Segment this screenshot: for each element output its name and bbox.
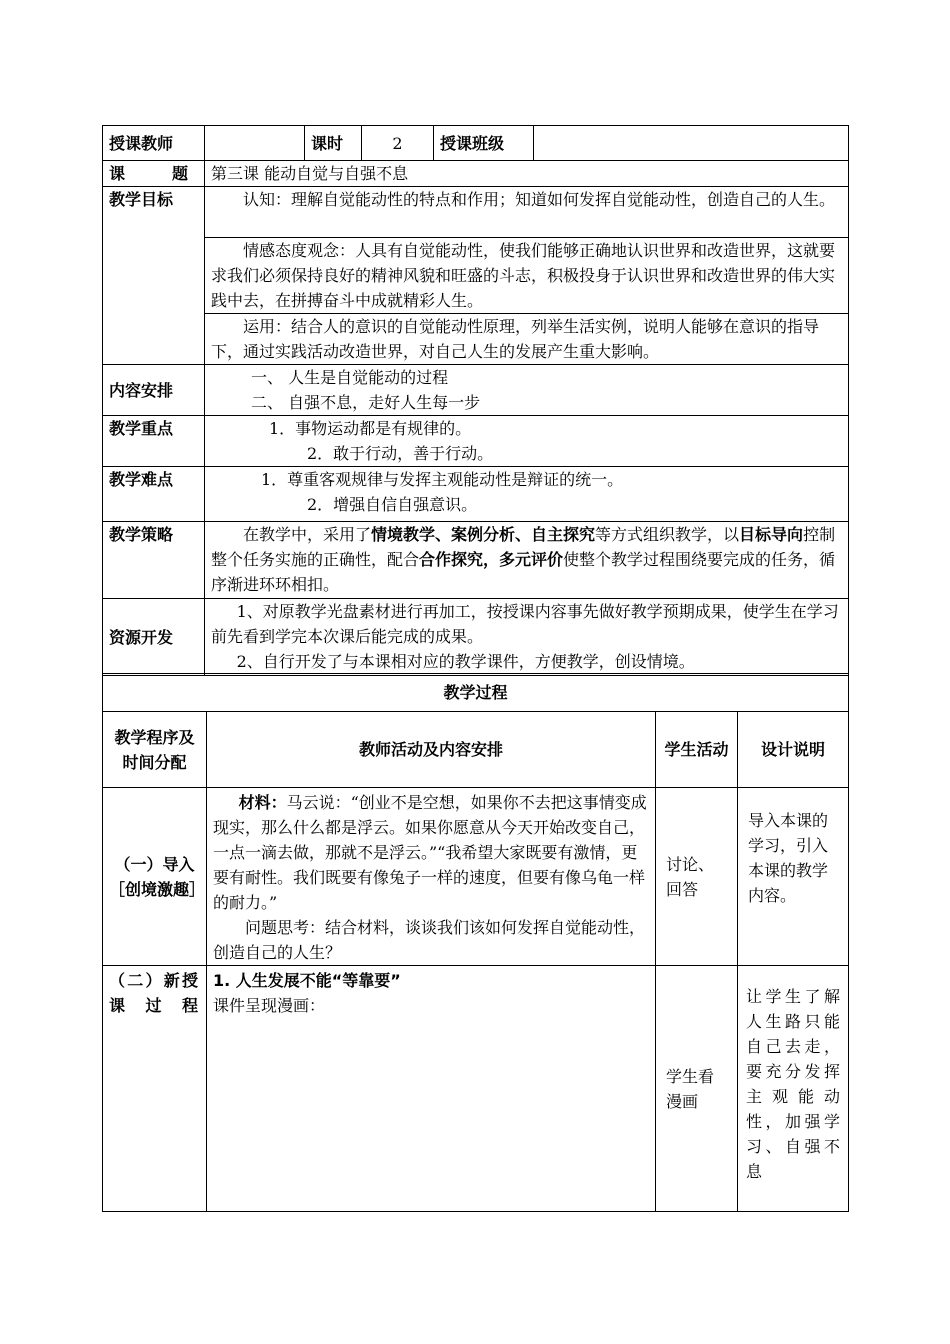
objective-application: 运用：结合人的意识的自觉能动性原理，列举生活实例，说明人能够在意识的指导下，通过实践活动改造世界，对自己人生的发展产生重大影响。 [205, 314, 849, 365]
topic-label: 课 题 [103, 161, 205, 187]
resources-list [205, 599, 849, 676]
process-title: 教学过程 [103, 674, 849, 712]
col-procedure-header: 教学程序及时间分配 [103, 712, 207, 788]
period-value: 2 [362, 126, 434, 161]
strategy-text: 在教学中，采用了情境教学、案例分析、自主探究等方式组织教学，以目标导向控制整个任务实施的正确性，配合合作探究，多元评价使整个教学过程围绕要完成的任务，循序渐进环环相扣。 [205, 522, 849, 599]
content-label: 内容安排 [103, 365, 205, 416]
teacher-value [205, 126, 305, 161]
objective-affective: 情感态度观念：人具有自觉能动性，使我们能够正确地认识世界和改造世界，这就要求我们必须保持良好的精神风貌和旺盛的斗志，积极投身于认识世界和改造世界的伟大实践中去，在拼搏奋斗中成就精彩人生。 [205, 238, 849, 314]
new-lesson-student-activity: 学生看漫画 [656, 966, 738, 1212]
material-text: 马云说：“创业不是空想，如果你不去把这事情变成现实，那么什么都是浮云。如果你愿意从今天开始改变自己，一点一滴去做，那就不是浮云。”“我希望大家既要有激情，更要有耐性。我们既要有像兔子一样的速度，但要有像乌龟一样的耐力。” [213, 793, 647, 912]
intro-material [213, 790, 649, 915]
key-points-list [205, 416, 849, 467]
col-teacher-header: 教师活动及内容安排 [207, 712, 656, 788]
period-label: 课时 [305, 126, 362, 161]
difficulty-item: 1．尊重客观规律与发挥主观能动性是辩证的统一。 [261, 470, 624, 489]
difficulties-label: 教学难点 [103, 467, 205, 522]
col-student-header: 学生活动 [656, 712, 738, 788]
topic-value: 第三课 能动自觉与自强不息 [205, 161, 849, 187]
intro-activity [207, 788, 656, 966]
lesson-info-table [102, 125, 849, 676]
intro-student-activity: 讨论、回答 [656, 788, 738, 966]
section-heading: 1. 人生发展不能“等靠要” [213, 971, 401, 990]
stage-intro: （一）导入［创境激趣］ [103, 788, 207, 966]
col-design-header: 设计说明 [738, 712, 849, 788]
section-text: 课件呈现漫画： [213, 996, 326, 1015]
class-value [534, 126, 849, 161]
new-lesson-activity [207, 966, 656, 1212]
resource-item: 1、对原教学光盘素材进行再加工，按授课内容事先做好教学预期成果，使学生在学习前先看到学完本次课后能完成的成果。 [211, 602, 839, 646]
strategy-label: 教学策略 [103, 522, 205, 599]
intro-question: 问题思考：结合材料，谈谈我们该如何发挥自觉能动性，创造自己的人生？ [213, 918, 646, 962]
intro-design-note: 导入本课的学习，引入本课的教学内容。 [738, 788, 849, 966]
class-label: 授课班级 [434, 126, 534, 161]
teaching-process-table [102, 673, 849, 1212]
material-label: 材料： [238, 793, 287, 812]
content-list [205, 365, 849, 416]
teacher-label: 授课教师 [103, 126, 205, 161]
stage-new-lesson: （二）新授课过程 [103, 966, 207, 1212]
objectives-label: 教学目标 [103, 187, 205, 365]
content-item: 二、 自强不息，走好人生每一步 [251, 393, 481, 412]
key-points-label: 教学重点 [103, 416, 205, 467]
difficulties-list [205, 467, 849, 522]
new-lesson-design-note: 让学生了解人生路只能自己去走，要充分发挥主观能动性，加强学习、自强不息 [738, 966, 849, 1212]
content-item: 一、 人生是自觉能动的过程 [251, 368, 449, 387]
key-point-item: 1．事物运动都是有规律的。 [269, 419, 472, 438]
resources-label: 资源开发 [103, 599, 205, 676]
resource-item: 2、自行开发了与本课相对应的教学课件，方便教学，创设情境。 [236, 652, 695, 671]
key-point-item: 2．敢于行动，善于行动。 [307, 444, 494, 463]
objective-cognitive: 认知：理解自觉能动性的特点和作用；知道如何发挥自觉能动性，创造自己的人生。 [205, 187, 849, 238]
difficulty-item: 2．增强自信自强意识。 [307, 495, 478, 514]
